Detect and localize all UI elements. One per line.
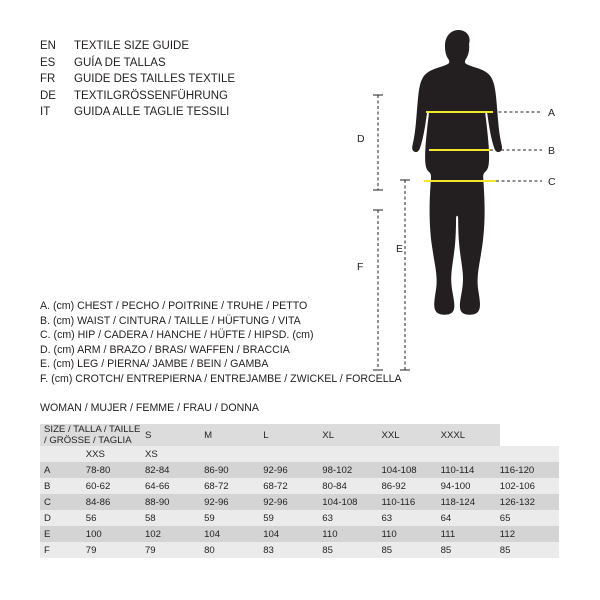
language-title: GUÍA DE TALLAS [74,56,166,69]
table-row [40,462,559,478]
legend-line-d: D. (cm) ARM / BRAZO / BRAS/ WAFFEN / BRACCIA [40,343,290,356]
language-row [40,55,235,72]
cell-a-xxxl: 116-120 [500,462,559,478]
cell-a-l: 98-102 [322,462,381,478]
language-code: DE [40,89,56,102]
legend-line-b: B. (cm) WAIST / CINTURA / TAILLE / HÜFTUNG / VITA [40,314,301,327]
language-row [40,38,235,55]
column-header-xs: XS [145,446,204,462]
dimension-crotch-f [373,210,383,370]
cell-b-xxxl: 102-106 [500,478,559,494]
size-table [40,424,559,558]
language-code: IT [40,106,51,118]
column-header-xl-2 [381,446,440,462]
cell-f-xxxl: 85 [500,542,559,558]
cell-d-xl: 63 [381,510,440,526]
size-table-wrapper [40,424,559,558]
cell-c-xl: 110-116 [381,494,440,510]
cell-a-xl: 104-108 [381,462,440,478]
table-subheader-row [40,446,559,462]
language-code: EN [40,40,56,52]
row-label-d: D [40,510,86,526]
column-header-l-2 [322,446,381,462]
cell-d-m: 59 [263,510,322,526]
table-row [40,494,559,510]
language-row [40,88,235,105]
column-header-xxxl-2 [500,446,559,462]
row-label-e: E [40,526,86,542]
cell-c-m: 92-96 [263,494,322,510]
cell-a-s: 86-90 [204,462,263,478]
dimension-label-e: E [396,243,404,255]
legend-line-f: F. (cm) CROTCH/ ENTREPIERNA / ENTREJAMBE / ZWICKEL / FORCELLA [40,372,402,385]
cell-e-l: 110 [322,526,381,542]
language-title: TEXTILGRÖSSENFÜHRUNG [74,89,228,102]
cell-a-xs: 82-84 [145,462,204,478]
cell-c-xxl: 118-124 [441,494,500,510]
dimension-arm-d [373,95,383,190]
cell-c-xxs: 84-86 [86,494,145,510]
cell-e-xxl: 111 [441,526,500,542]
column-header-m-2 [263,446,322,462]
language-code: FR [40,73,56,85]
dimension-label-d: D [357,133,365,145]
cell-d-xxxl: 65 [500,510,559,526]
column-header-xxs: XXS [86,446,145,462]
table-row [40,526,559,542]
cell-b-xxs: 60-62 [86,478,145,494]
dimension-label-f: F [357,261,364,273]
cell-b-s: 68-72 [204,478,263,494]
column-header-xxl-2 [441,446,500,462]
language-title: GUIDE DES TAILLES TEXTILE [74,73,236,85]
language-code: ES [40,56,56,69]
cell-b-l: 80-84 [322,478,381,494]
cell-f-l: 85 [322,542,381,558]
cell-f-xxs: 79 [86,542,145,558]
cell-b-xl: 86-92 [381,478,440,494]
cell-f-s: 80 [204,542,263,558]
cell-b-m: 68-72 [263,478,322,494]
language-row [40,71,235,88]
cell-e-xxs: 100 [86,526,145,542]
cell-c-s: 92-96 [204,494,263,510]
cell-b-xs: 64-66 [145,478,204,494]
cell-d-s: 59 [204,510,263,526]
cell-a-xxl: 110-114 [441,462,500,478]
cell-c-xs: 88-90 [145,494,204,510]
woman-silhouette-icon [412,30,502,315]
table-corner-label: SIZE / TALLA / TAILLE / GRÖSSE / TAGLIA [40,424,145,446]
cell-f-m: 83 [263,542,322,558]
cell-c-l: 104-108 [322,494,381,510]
cell-d-xs: 58 [145,510,204,526]
cell-e-xs: 102 [145,526,204,542]
cell-c-xxxl: 126-132 [500,494,559,510]
legend-line-e: E. (cm) LEG / PIERNA/ JAMBE / BEIN / GAMBA [40,358,269,371]
table-row [40,478,559,494]
table-row [40,510,559,526]
column-header-xxl: XXL [381,424,440,446]
dimension-leg-e [400,180,410,370]
legend-line-a: A. (cm) CHEST / PECHO / POITRINE / TRUHE / PETTO [40,300,308,312]
column-header-l: L [263,424,322,446]
dimension-label-c: C [548,176,556,188]
column-header-s: S [145,424,204,446]
cell-f-xs: 79 [145,542,204,558]
dimension-labels-abc [548,107,556,188]
gender-label: WOMAN / MUJER / FEMME / FRAU / DONNA [40,401,259,414]
legend-line-c: C. (cm) HIP / CADERA / HANCHE / HÜFTE / HIPSD. (cm) [40,329,314,342]
row-label-b: B [40,478,86,494]
row-label-a: A [40,462,86,478]
row-label-f: F [40,542,86,558]
cell-f-xl: 85 [381,542,440,558]
language-row [40,104,235,121]
column-header-m: M [204,424,263,446]
cell-f-xxl: 85 [441,542,500,558]
cell-d-xxs: 56 [86,510,145,526]
language-title: TEXTILE SIZE GUIDE [74,40,190,52]
language-title-block [40,38,235,121]
dimension-label-b: B [548,145,556,157]
cell-e-m: 104 [263,526,322,542]
dimension-label-a: A [548,107,556,119]
language-title: GUIDA ALLE TAGLIE TESSILI [74,106,230,118]
table-row [40,542,559,558]
row-label-c: C [40,494,86,510]
cell-b-xxl: 94-100 [441,478,500,494]
row-label-blank [40,446,86,462]
cell-a-xxs: 78-80 [86,462,145,478]
column-header-s-2 [204,446,263,462]
cell-e-xxxl: 112 [500,526,559,542]
cell-e-s: 104 [204,526,263,542]
column-header-xxxl: XXXL [441,424,500,446]
column-header-xl: XL [322,424,381,446]
table-header-row [40,424,559,446]
cell-d-l: 63 [322,510,381,526]
cell-a-m: 92-96 [263,462,322,478]
measurement-figure [330,20,590,395]
cell-e-xl: 110 [381,526,440,542]
cell-d-xxl: 64 [441,510,500,526]
